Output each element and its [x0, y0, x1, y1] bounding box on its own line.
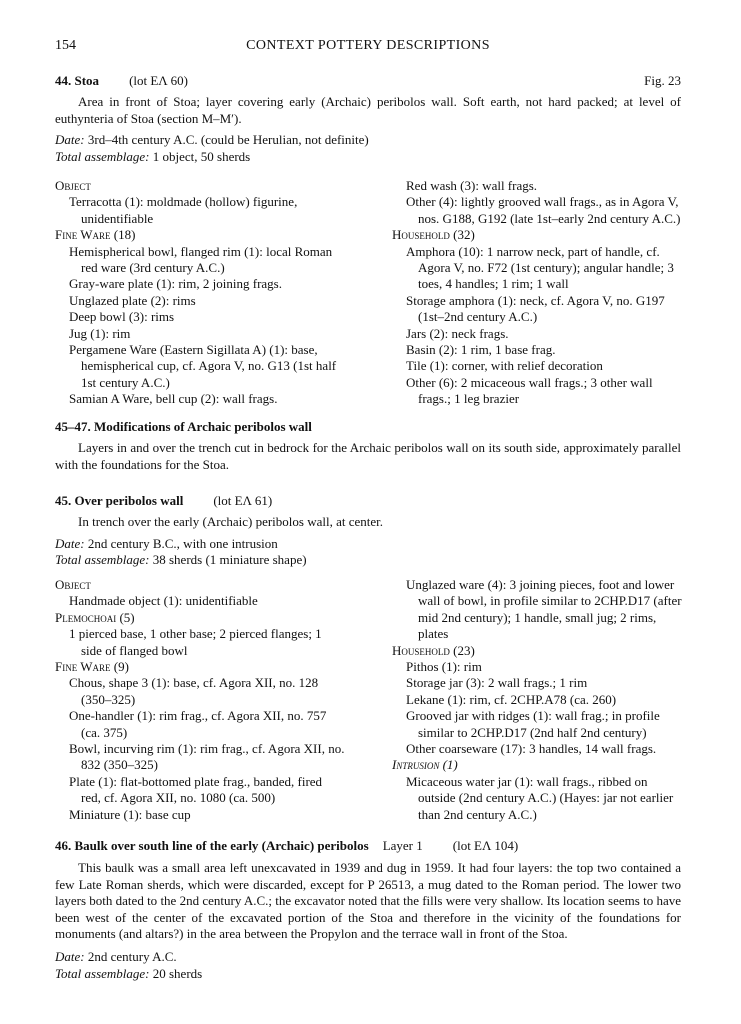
catalog-entry: Other (6): 2 micaceous wall frags.; 3 other wall frags.; 1 leg brazier	[406, 374, 653, 407]
section-description: This baulk was a small area left unexcavated in 1939 and dug in 1959. It had four layers: the top two contained a few Late Roman sherds, which were discarded, except for P 26513, a mug dated to the Roman period. The lower two layers both dated to the 2nd century A.C.; the excavator noted that the fills were very shallow. Its location seems to have been west of the center of the excavated portion of the Stoa and therefore in the vicinity of the foundations for monuments (and altars?) in the area between the Propylon and the terrace wall in front of the Stoa.	[55, 860, 681, 942]
catalog-category: Plemochoai (5)	[55, 609, 135, 625]
heading-title: 44. Stoa	[55, 73, 100, 88]
catalog-entry: Handmade object (1): unidentifiable	[69, 593, 258, 609]
catalog-entry: Terracotta (1): moldmade (hollow) figurine, unidentifiable	[69, 194, 298, 226]
catalog-entry: 1 pierced base, 1 other base; 2 pierced flanges; 1 side of flanged bowl	[69, 626, 322, 658]
catalog-category: Object	[55, 178, 91, 193]
lot-number: (lot EΛ 61)	[213, 493, 273, 508]
catalog-entry: Other (4): lightly grooved wall frags., as in Agora V, nos. G188, G192 (late 1st–early 2nd century A.C.)	[406, 194, 681, 226]
section-45	[55, 493, 681, 569]
catalog-entry: Samian A Ware, bell cup (2): wall frags.	[69, 391, 278, 407]
catalog-entry: Jug (1): rim	[69, 325, 131, 341]
catalog-entry: Tile (1): corner, with relief decoration	[406, 358, 603, 374]
section-description: Layers in and over the trench cut in bedrock for the Archaic peribolos wall on its south side, approximately parallel with the foundations for the Stoa.	[55, 440, 681, 472]
heading-title: 46. Baulk over south line of the early (Archaic) peribolos	[55, 838, 369, 853]
lot-number: (lot EΛ 60)	[129, 73, 188, 88]
running-header	[55, 38, 681, 58]
date-label: Date:	[55, 535, 85, 551]
catalog-entry: Storage jar (3): 2 wall frags.; 1 rim	[406, 675, 588, 691]
date-value: 2nd century B.C., with one intrusion	[87, 535, 278, 551]
catalog-entry: Amphora (10): 1 narrow neck, part of handle, cf. Agora V, no. F72 (1st century); angular handle; 3 toes, 4 handles; 1 rim; 1 wall	[406, 243, 674, 292]
total-label: Total assemblage:	[55, 552, 150, 568]
catalog-entry: Unglazed ware (4): 3 joining pieces, foot and lower wall of bowl, in profile similar to 2CHP.D17 (after mid 2nd century); 1 handle, small jug; 2 rims, plates	[406, 577, 682, 642]
catalog-entry: Other coarseware (17): 3 handles, 14 wall frags.	[406, 741, 657, 757]
catalog-entry: Plate (1): flat-bottomed plate frag., banded, fired red, cf. Agora XII, no. 1080 (ca. 500)	[69, 773, 323, 806]
catalog-entry: Deep bowl (3): rims	[69, 309, 175, 325]
catalog-entry: Pithos (1): rim	[406, 659, 482, 675]
total-value: 38 sherds (1 miniature shape)	[152, 552, 307, 568]
catalog-category: Fine Ware (9)	[55, 659, 129, 675]
catalog-entry: Basin (2): 1 rim, 1 base frag.	[406, 342, 556, 358]
date-line	[55, 536, 681, 552]
catalog-category: Household (23)	[392, 642, 475, 658]
section-description: In trench over the early (Archaic) peribolos wall, at center.	[78, 514, 383, 530]
lot-number: (lot EΛ 104)	[452, 838, 519, 853]
layer-label: Layer 1	[382, 838, 423, 853]
catalog-entry: Micaceous water jar (1): wall frags., ribbed on outside (2nd century A.C.) (Hayes: jar not earlier than 2nd century A.C.)	[406, 773, 674, 822]
catalog-category: Intrusion (1)	[392, 757, 458, 773]
date-line	[55, 132, 681, 148]
catalog-entry: Lekane (1): rim, cf. 2CHP.A78 (ca. 260)	[406, 691, 617, 707]
section-description: Area in front of Stoa; layer covering early (Archaic) peribolos wall. Soft earth, not hard packed; at level of euthynteria of Stoa (section M–M′).	[55, 94, 681, 126]
total-line	[55, 966, 681, 982]
catalog-entry: Jars (2): neck frags.	[406, 325, 509, 341]
running-title: CONTEXT POTTERY DESCRIPTIONS	[246, 38, 490, 53]
section-45-47	[55, 419, 681, 473]
total-value: 1 object, 50 sherds	[152, 148, 251, 164]
date-value: 2nd century A.C.	[87, 949, 177, 965]
page-number: 154	[55, 38, 76, 53]
total-line	[55, 149, 681, 165]
total-label: Total assemblage:	[55, 965, 150, 981]
catalog-entry: Storage amphora (1): neck, cf. Agora V, no. G197 (1st–2nd century A.C.)	[406, 292, 665, 325]
heading-title: 45. Over peribolos wall	[55, 493, 184, 508]
catalog-entry: Miniature (1): base cup	[69, 806, 191, 822]
section-heading	[55, 73, 681, 89]
total-value: 20 sherds	[152, 965, 203, 981]
catalog-category: Household (32)	[392, 227, 475, 243]
catalog-left-45	[55, 577, 345, 823]
catalog-entry: Hemispherical bowl, flanged rim (1): local Roman red ware (3rd century A.C.)	[69, 243, 333, 276]
date-label: Date:	[55, 132, 85, 148]
catalog-category: Fine Ware (18)	[55, 227, 136, 243]
catalog-entry: Chous, shape 3 (1): base, cf. Agora XII, no. 128 (350–325)	[69, 675, 319, 707]
figure-reference: Fig. 23	[644, 73, 681, 88]
catalog-left-44	[55, 178, 345, 408]
section-heading: 45–47. Modifications of Archaic peribolos wall	[55, 419, 312, 434]
catalog-entry: Red wash (3): wall frags.	[406, 178, 538, 193]
catalog-entry: Grooved jar with ridges (1): wall frag.; in profile similar to 2CHP.D17 (2nd half 2nd century)	[406, 708, 660, 740]
section-46	[55, 838, 681, 982]
date-label: Date:	[55, 949, 85, 965]
catalog-right-44	[392, 178, 682, 408]
catalog-entry: Gray-ware plate (1): rim, 2 joining frags.	[69, 276, 282, 292]
date-line	[55, 949, 681, 965]
section-heading	[55, 838, 681, 854]
catalog-category: Object	[55, 577, 91, 592]
total-label: Total assemblage:	[55, 148, 150, 164]
section-44	[55, 73, 681, 165]
date-value: 3rd–4th century A.C. (could be Herulian, not definite)	[87, 132, 369, 148]
catalog-entry: One-handler (1): rim frag., cf. Agora XII, no. 757 (ca. 375)	[69, 708, 327, 740]
catalog-right-45	[392, 577, 682, 823]
catalog-entry: Bowl, incurving rim (1): rim frag., cf. Agora XII, no. 832 (350–325)	[69, 741, 345, 773]
section-heading	[55, 493, 681, 509]
catalog-entry: Pergamene Ware (Eastern Sigillata A) (1): base, hemispherical cup, cf. Agora V, no. G13 (1st half 1st century A.C.)	[69, 342, 337, 390]
catalog-entry: Unglazed plate (2): rims	[69, 292, 196, 308]
total-line	[55, 552, 681, 568]
